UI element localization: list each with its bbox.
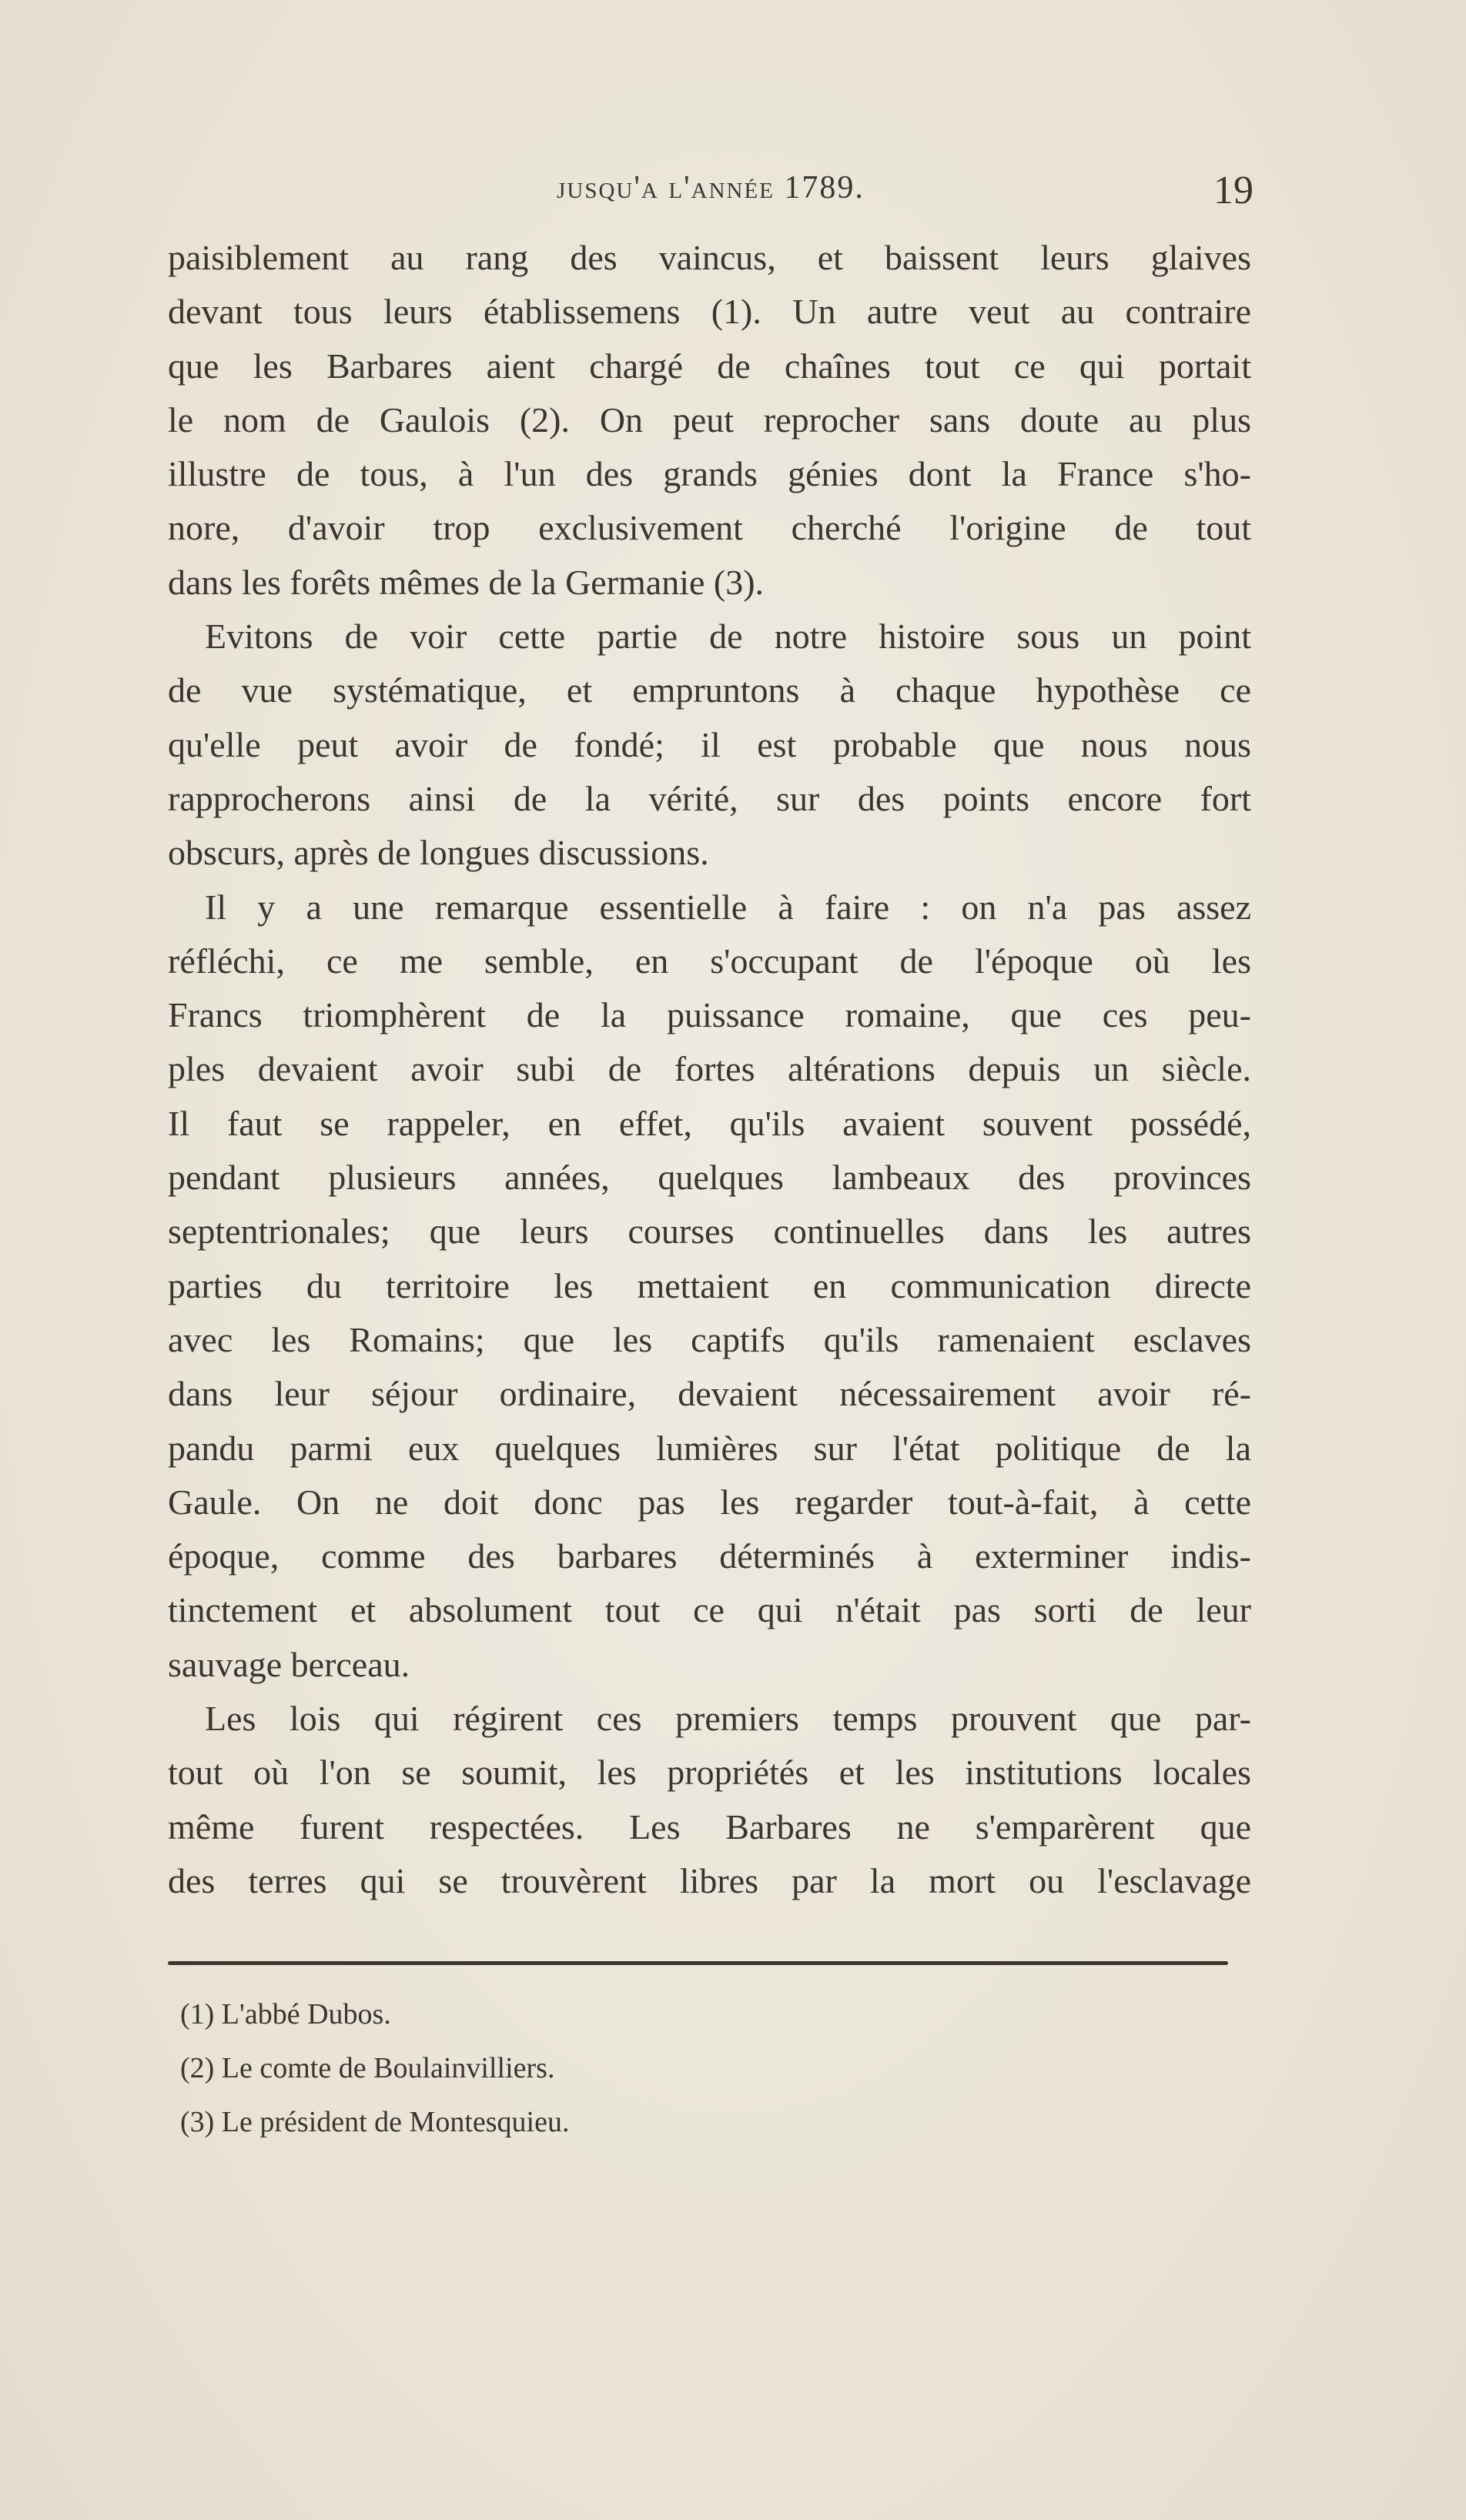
- text-line: paisiblement au rang des vaincus, et baissent leurs glaives: [168, 238, 1251, 277]
- text-line: Il y a une remarque essentielle à faire : on n'a pas assez: [205, 887, 1251, 927]
- text-line: obscurs, après de longues discussions.: [168, 833, 709, 873]
- text-line: réfléchi, ce me semble, en s'occupant de l'époque où les: [168, 941, 1251, 981]
- page-number: 19: [1213, 169, 1253, 212]
- text-line: qu'elle peut avoir de fondé; il est probable que nous nous: [168, 724, 1251, 764]
- text-line: devant tous leurs établissemens (1). Un autre veut au contraire: [168, 292, 1251, 332]
- text-line: pandu parmi eux quelques lumières sur l'état politique de la: [168, 1428, 1251, 1468]
- text-line: pendant plusieurs années, quelques lambeaux des provinces: [168, 1158, 1251, 1198]
- text-line: parties du territoire les mettaient en communication directe: [168, 1265, 1251, 1305]
- text-line: Francs triomphèrent de la puissance romaine, que ces peu-: [168, 995, 1251, 1035]
- text-line: tinctement et absolument tout ce qui n'était pas sorti de leur: [168, 1590, 1251, 1630]
- text-line: de vue systématique, et empruntons à chaque hypothèse ce: [168, 670, 1251, 710]
- text-line: époque, comme des barbares déterminés à exterminer indis-: [168, 1536, 1251, 1576]
- footnote-2: (2) Le comte de Boulainvilliers.: [180, 2052, 555, 2084]
- text-line: Evitons de voir cette partie de notre histoire sous un point: [205, 617, 1251, 657]
- page-header: [168, 163, 1253, 217]
- footnote-1: (1) L'abbé Dubos.: [180, 1998, 391, 2030]
- text-line: Les lois qui régirent ces premiers temps prouvent que par-: [205, 1699, 1251, 1739]
- text-line: Il faut se rappeler, en effet, qu'ils avaient souvent possédé,: [168, 1103, 1251, 1143]
- text-line: le nom de Gaulois (2). On peut reprocher sans doute au plus: [168, 399, 1251, 439]
- text-line: illustre de tous, à l'un des grands génies dont la France s'ho-: [168, 454, 1251, 494]
- text-line: ples devaient avoir subi de fortes altérations depuis un siècle.: [168, 1049, 1251, 1089]
- text-line: sauvage berceau.: [168, 1644, 410, 1684]
- text-line: dans leur séjour ordinaire, devaient nécessairement avoir ré-: [168, 1374, 1251, 1414]
- text-line: dans les forêts mêmes de la Germanie (3).: [168, 562, 765, 602]
- text-line: que les Barbares aient chargé de chaînes tout ce qui portait: [168, 346, 1251, 386]
- running-title: jusqu'a l'année 1789.: [557, 170, 865, 206]
- footnote-separator: [168, 1961, 1228, 1965]
- footnotes: [180, 1987, 569, 2149]
- text-line: même furent respectées. Les Barbares ne s'emparèrent que: [168, 1806, 1251, 1847]
- text-line: tout où l'on se soumit, les propriétés et les institutions locales: [168, 1753, 1251, 1793]
- text-line: Gaule. On ne doit donc pas les regarder tout-à-fait, à cette: [168, 1482, 1251, 1522]
- text-line: septentrionales; que leurs courses continuelles dans les autres: [168, 1212, 1251, 1252]
- text-line: nore, d'avoir trop exclusivement cherché l'origine de tout: [168, 508, 1251, 548]
- text-line: rapprocherons ainsi de la vérité, sur des points encore fort: [168, 778, 1251, 818]
- text-line: avec les Romains; que les captifs qu'ils ramenaient esclaves: [168, 1319, 1251, 1359]
- footnote-3: (3) Le président de Montesquieu.: [180, 2106, 570, 2138]
- text-line: des terres qui se trouvèrent libres par la mort ou l'esclavage: [168, 1860, 1251, 1900]
- body-text: [168, 231, 1251, 1908]
